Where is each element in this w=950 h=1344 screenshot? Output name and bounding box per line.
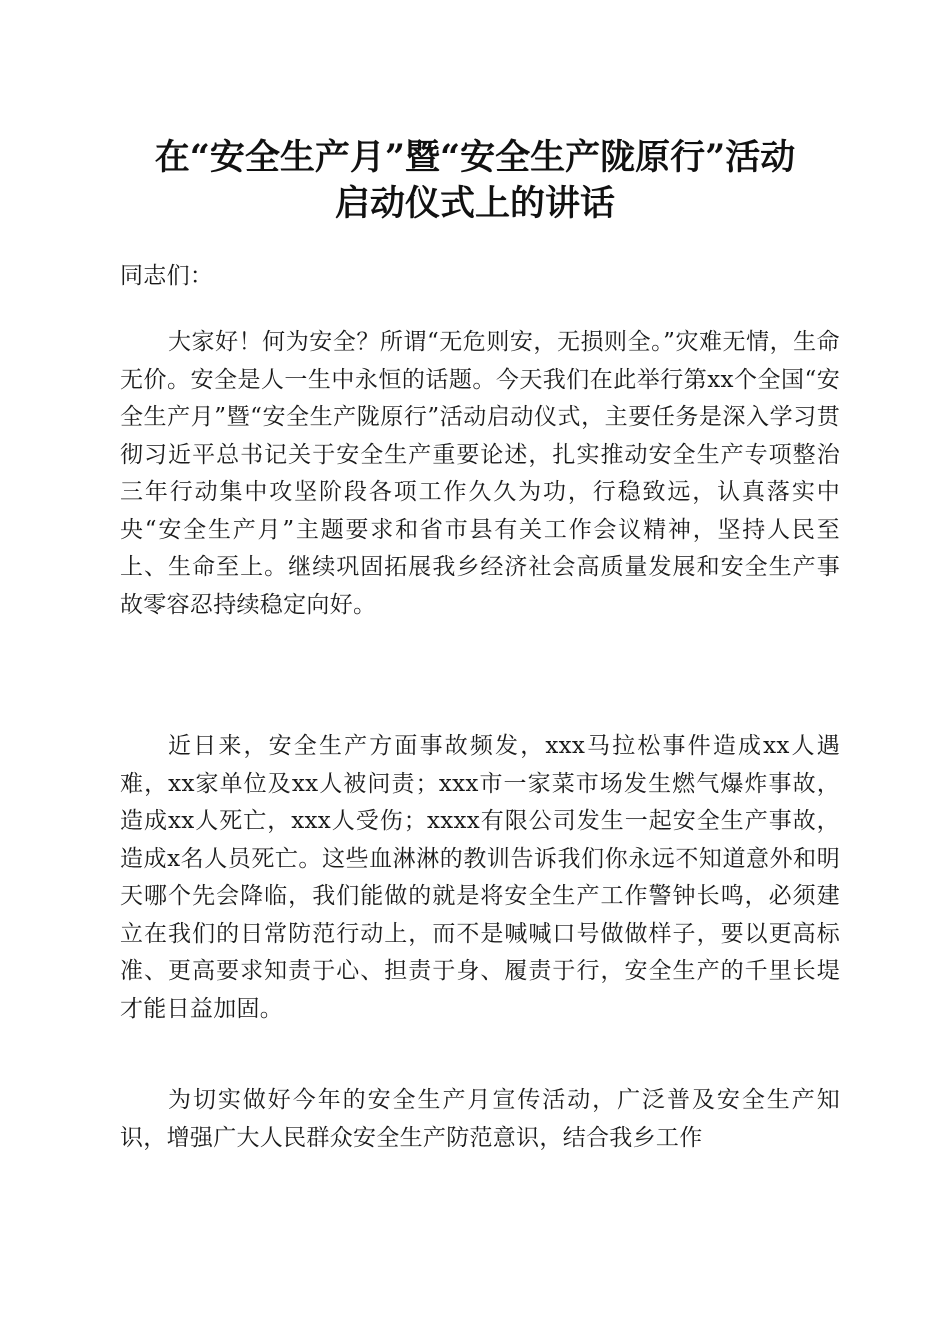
- document-title-line-2: 启动仪式上的讲话: [334, 183, 615, 224]
- paragraph-2: 近日来，安全生产方面事故频发，xxx马拉松事件造成xx人遇难，xx家单位及xx人被问责；xxx市一家菜市场发生燃气爆炸事故，造成xx人死亡，xxx人受伤；xxxx有限公司发生一起安全生产事故，造成x名人员死亡。这些血淋淋的教训告诉我们你永远不知道意外和明天哪个先会降临，我们能做的就是将安全生产工作警钟长鸣，必须建立在我们的日常防范行动上，而不是喊喊口号做做样子，要以更高标准、更高要求知责于心、担责于身、履责于行，安全生产的千里长堤才能日益加固。: [120, 733, 840, 1022]
- paragraph-3: 为切实做好今年的安全生产月宣传活动，广泛普及安全生产知识，增强广大人民群众安全生产防范意识，结合我乡工作: [120, 1087, 840, 1151]
- document-title-line-1: 在“安全生产月”暨“安全生产陇原行”活动: [154, 137, 796, 178]
- salutation: 同志们：: [120, 263, 214, 289]
- paragraph-1: 大家好！何为安全？所谓“无危则安，无损则全。”灾难无情，生命无价。安全是人一生中永恒的话题。今天我们在此举行第xx个全国“安全生产月”暨“安全生产陇原行”活动启动仪式，主要任务是深入学习贯彻习近平总书记关于安全生产重要论述，扎实推动安全生产专项整治三年行动集中攻坚阶段各项工作久久为功，行稳致远，认真落实中央“安全生产月”主题要求和省市县有关工作会议精神，坚持人民至上、生命至上。继续巩固拓展我乡经济社会高质量发展和安全生产事故零容忍持续稳定向好。: [120, 329, 840, 618]
